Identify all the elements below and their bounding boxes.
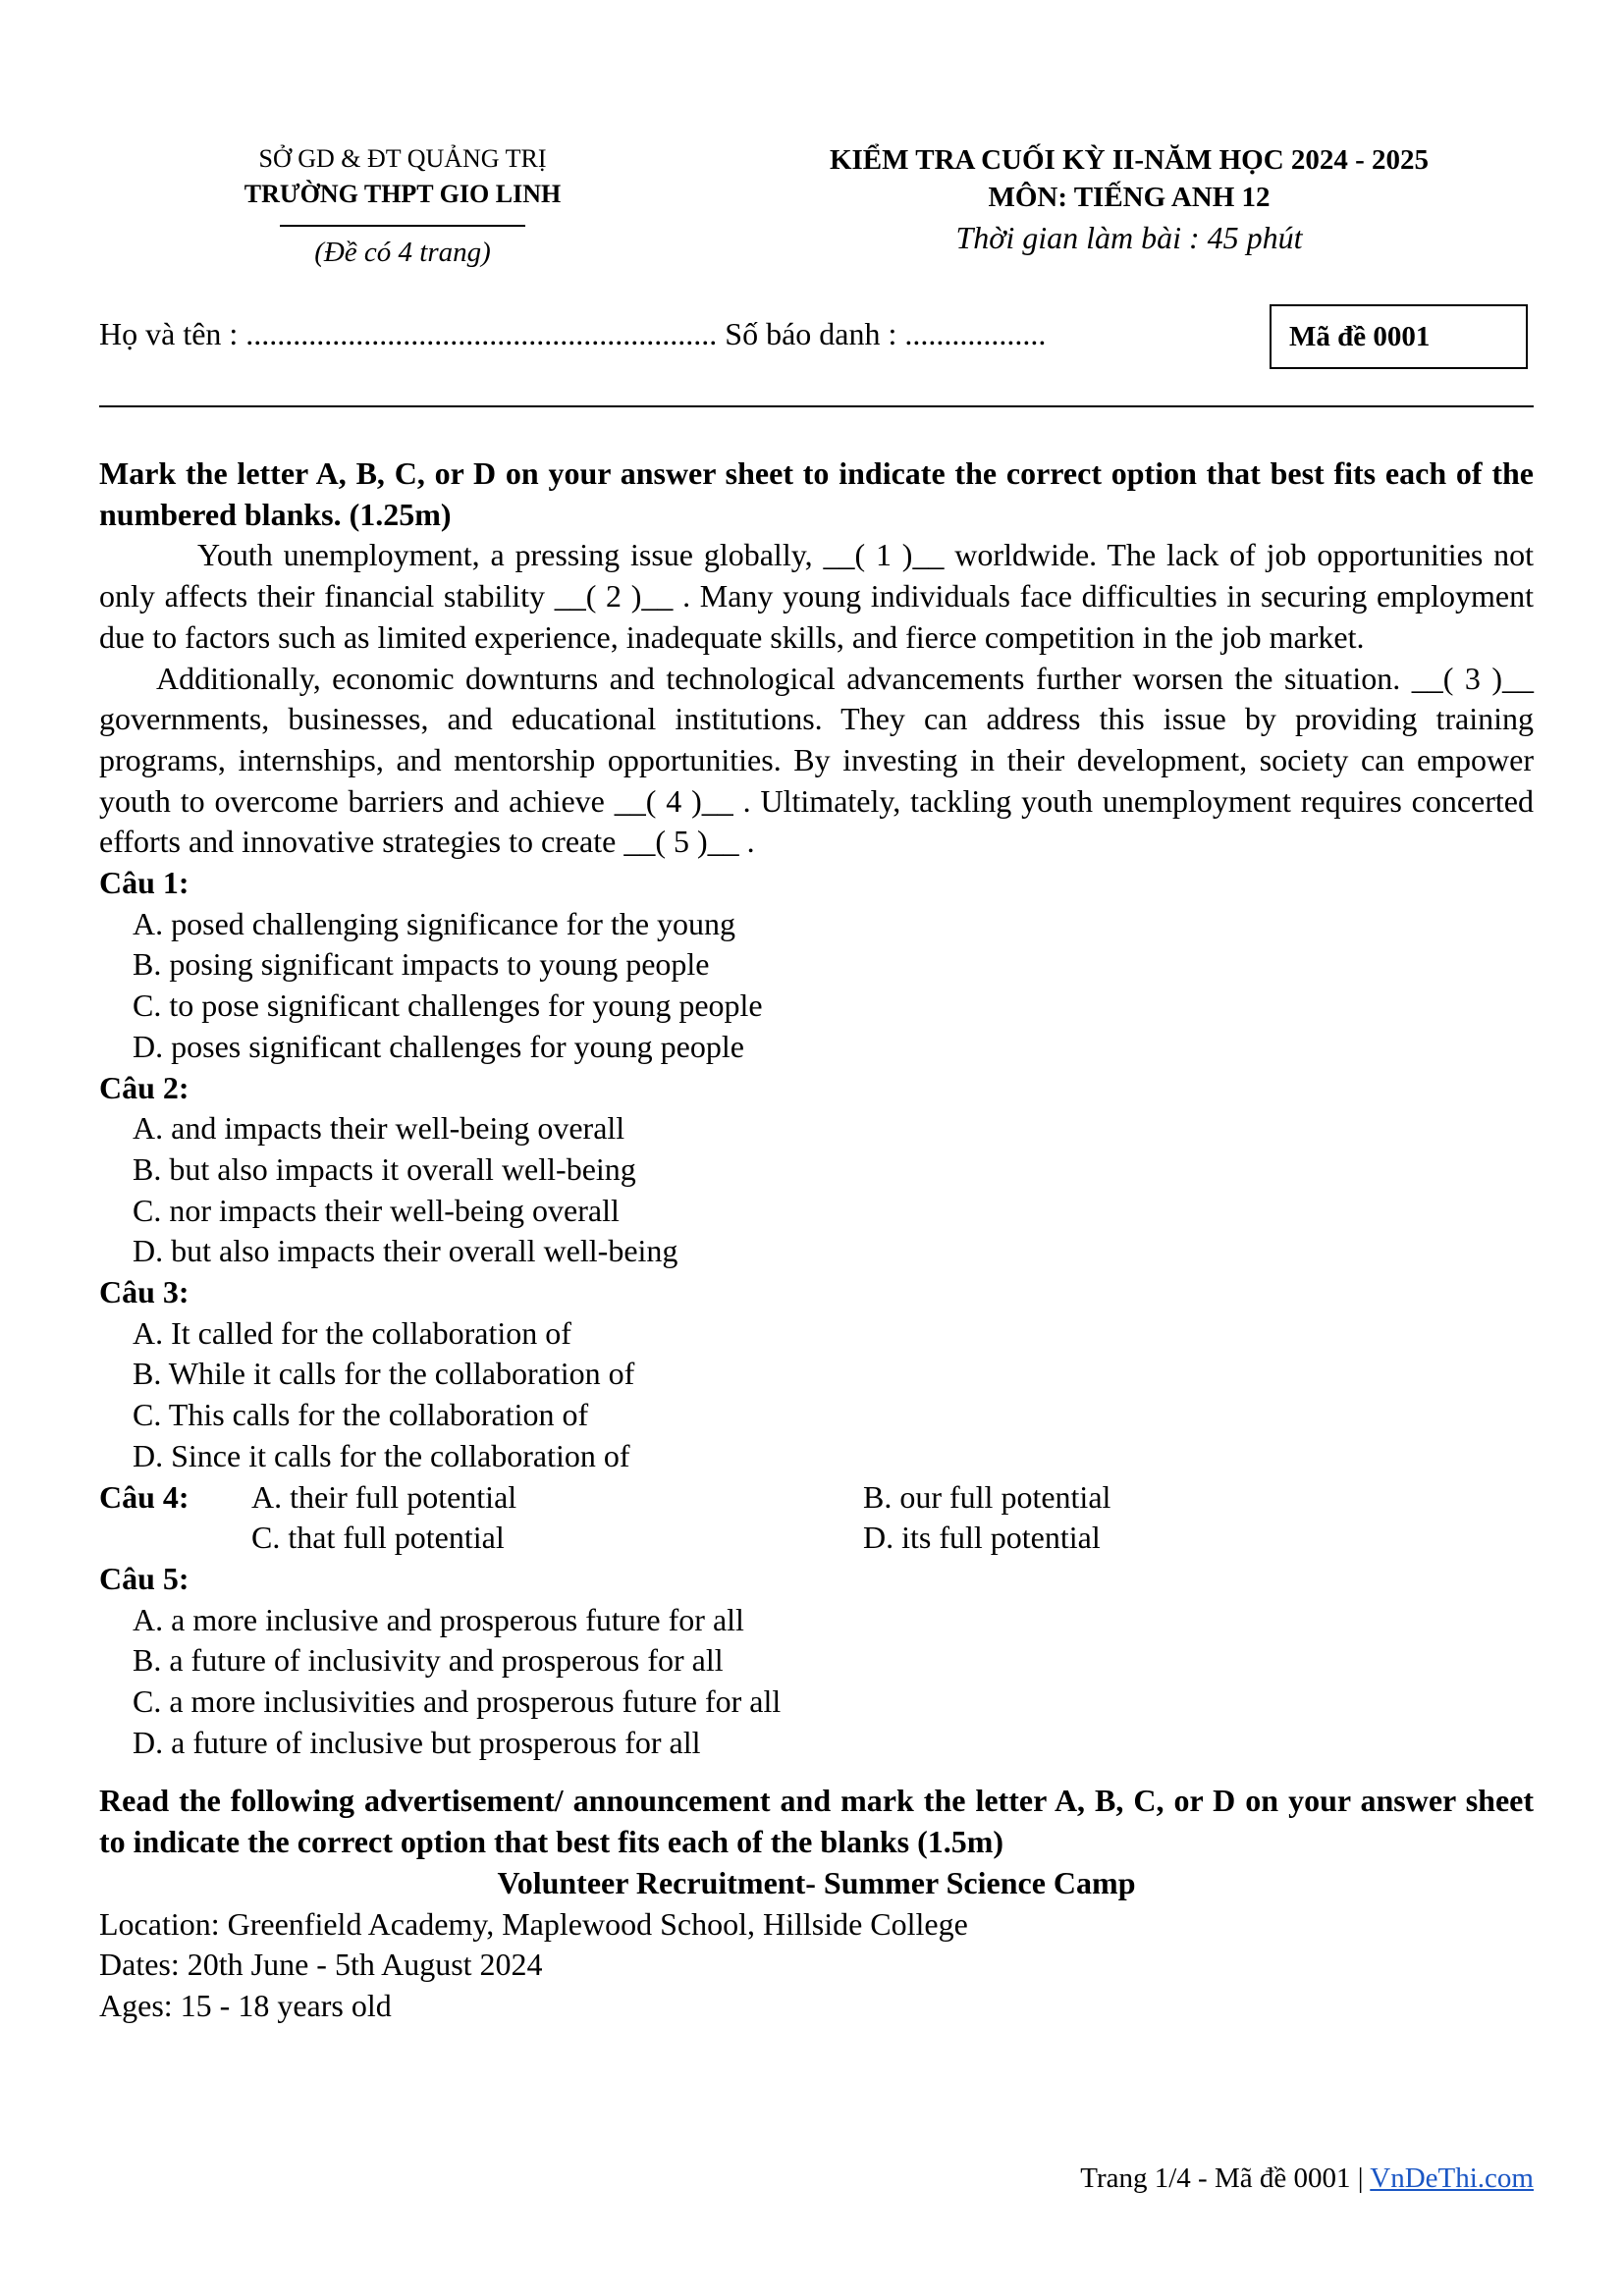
option-d: D. a future of inclusive but prosperous for all: [133, 1724, 701, 1760]
option-a: A. and impacts their well-being overall: [133, 1110, 625, 1147]
announcement-ages: Ages: 15 - 18 years old: [99, 1988, 392, 2023]
option-a: A. their full potential: [251, 1478, 517, 1515]
section2-instruction: Read the following advertisement/ announcement and mark the letter A, B, C, or D on your answer sheet to indicate the correct option that best fits each of the blanks (1.5m): [99, 1783, 1534, 1860]
question-label: Câu 5:: [99, 1560, 189, 1596]
question-label: Câu 4:: [99, 1478, 189, 1515]
option-c: C. nor impacts their well-being overall: [133, 1192, 620, 1228]
option-a: A. a more inclusive and prosperous future for all: [133, 1601, 744, 1637]
option-b: B. but also impacts it overall well-being: [133, 1150, 636, 1187]
page-footer: [1080, 2163, 1534, 2195]
option-c: C. a more inclusivities and prosperous future for all: [133, 1683, 782, 1720]
exam-title: KIỂM TRA CUỐI KỲ II-NĂM HỌC 2024 - 2025: [829, 144, 1430, 176]
option-b: B. posing significant impacts to young people: [133, 946, 710, 983]
question-label: Câu 1:: [99, 865, 189, 901]
school-name: TRƯỜNG THPT GIO LINH: [244, 180, 562, 208]
option-b: B. While it calls for the collaboration of: [133, 1356, 635, 1392]
section-gap: [99, 1763, 1534, 1781]
announcement-title: Volunteer Recruitment- Summer Science Camp: [497, 1864, 1136, 1900]
option-c: C. to pose significant challenges for young people: [133, 988, 763, 1024]
passage-paragraph-1: Youth unemployment, a pressing issue globally, __( 1 )__ worldwide. The lack of job opportunities not only affects their financial stability __( 2 )__ . Many young individuals face difficulties in securing employment due to factors such as limited experience, inadequate skills, and fierce competition in the job market.: [99, 537, 1534, 655]
section1-instruction: Mark the letter A, B, C, or D on your answer sheet to indicate the correct option that best fits each of the numbered blanks. (1.25m): [99, 455, 1534, 532]
option-d: D. but also impacts their overall well-being: [133, 1233, 678, 1269]
student-id-line: Họ và tên : ............................................................ Số báo danh : ..................: [99, 316, 1047, 351]
announcement-location: Location: Greenfield Academy, Maplewood School, Hillside College: [99, 1905, 968, 1942]
passage-paragraph-2: Additionally, economic downturns and technological advancements further worsen the situation. __( 3 )__ governments, businesses, and educational institutions. They can address this issue by providing training programs, internships, and mentorship opportunities. By investing in their development, society can empower youth to overcome barriers and achieve __( 4 )__ . Ultimately, tackling youth unemployment requires concerted efforts and innovative strategies to create __( 5 )__ .: [99, 660, 1534, 860]
header-right: [707, 141, 1551, 259]
header-divider: [280, 225, 525, 227]
question-4-grid: [99, 1477, 1534, 1559]
option-d: D. its full potential: [863, 1520, 1101, 1556]
option-b: B. a future of inclusivity and prosperous for all: [133, 1642, 724, 1679]
subject: MÔN: TIẾNG ANH 12: [988, 182, 1271, 213]
exam-code-box: Mã đề 0001: [1270, 304, 1528, 369]
option-d: D. poses significant challenges for young people: [133, 1028, 744, 1064]
header-rule: [99, 405, 1534, 407]
header-left: [167, 141, 638, 272]
question-label: Câu 2:: [99, 1069, 189, 1105]
pages-note: (Đề có 4 trang): [314, 237, 491, 268]
footer-site-link[interactable]: VnDeThi.com: [1370, 2163, 1534, 2194]
option-c: C. that full potential: [251, 1520, 505, 1556]
option-d: D. Since it calls for the collaboration of: [133, 1437, 630, 1473]
duration: Thời gian làm bài : 45 phút: [955, 220, 1303, 255]
option-b: B. our full potential: [863, 1478, 1111, 1515]
department-name: SỞ GD & ĐT QUẢNG TRỊ: [258, 144, 547, 173]
exam-content: [99, 454, 1534, 2027]
option-a: A. It called for the collaboration of: [133, 1314, 571, 1351]
option-a: A. posed challenging significance for the young: [133, 905, 736, 941]
footer-page-info: Trang 1/4 - Mã đề 0001 |: [1080, 2163, 1371, 2194]
option-c: C. This calls for the collaboration of: [133, 1397, 589, 1433]
question-label: Câu 3:: [99, 1274, 189, 1310]
announcement-dates: Dates: 20th June - 5th August 2024: [99, 1947, 543, 1983]
